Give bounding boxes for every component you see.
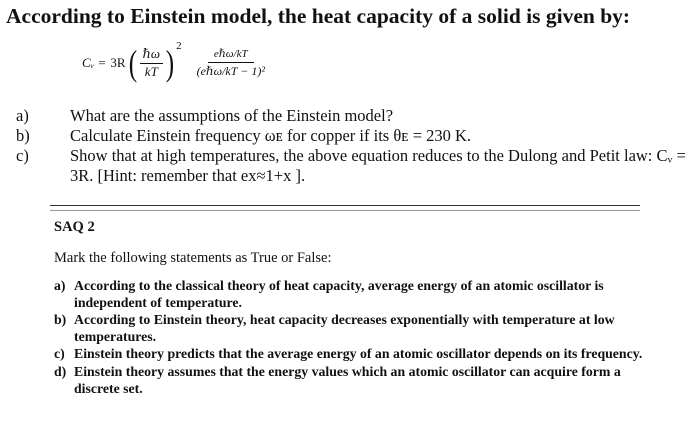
ratio-fraction	[140, 47, 164, 79]
problem-heading: According to Einstein model, the heat capacity of a solid is given by:	[6, 4, 631, 28]
item-letter: a)	[16, 106, 29, 125]
exponential-denominator: (eℏω/kT − 1)²	[196, 63, 265, 78]
saq-instruction: Mark the following statements as True or False:	[54, 250, 332, 266]
ratio-numerator: ℏω	[140, 47, 164, 63]
statement-list	[54, 278, 644, 398]
list-item	[16, 126, 686, 146]
saq-title: SAQ 2	[54, 219, 95, 235]
item-letter: b)	[16, 126, 30, 145]
item-text: According to the classical theory of heat capacity, average energy of an atomic oscillator is independent of temperature.	[74, 278, 604, 310]
item-letter: d)	[54, 363, 67, 379]
item-text: Einstein theory assumes that the energy values which an atomic oscillator can acquire form a discrete set.	[74, 363, 621, 396]
list-item	[16, 106, 686, 126]
question-list	[16, 106, 686, 186]
left-paren: (	[128, 43, 137, 83]
list-item	[54, 346, 644, 363]
section-divider-thin	[50, 210, 640, 211]
item-text: According to Einstein theory, heat capacity decreases exponentially with temperature at low temperatures.	[74, 312, 615, 344]
einstein-formula	[82, 38, 272, 88]
item-text: Show that at high temperatures, the above equation reduces to the Dulong and Petit law: Cᵥ = 3R. [Hint: remember that ex≈1+x ].	[70, 146, 686, 185]
item-letter: b)	[54, 312, 67, 328]
formula-coefficient: 3R	[110, 55, 126, 70]
exponential-numerator: eℏω/kT	[208, 48, 254, 63]
item-letter: a)	[54, 278, 66, 293]
item-text: What are the assumptions of the Einstein model?	[70, 106, 394, 125]
list-item	[54, 278, 644, 311]
item-letter: c)	[54, 346, 65, 362]
list-item	[54, 364, 644, 397]
item-text: Einstein theory predicts that the average energy of an atomic oscillator depends on its frequency.	[74, 346, 643, 362]
formula-lhs: Cᵥ =	[82, 55, 107, 70]
ratio-denominator: kT	[144, 63, 158, 79]
right-paren: )	[165, 43, 175, 83]
section-divider	[50, 205, 640, 206]
list-item	[54, 312, 644, 345]
item-text: Calculate Einstein frequency ωᴇ for copper if its θᴇ = 230 K.	[70, 126, 472, 145]
item-letter: c)	[16, 146, 29, 165]
list-item	[16, 146, 686, 186]
formula-exponent: 2	[176, 40, 182, 52]
exponential-fraction	[191, 48, 271, 78]
